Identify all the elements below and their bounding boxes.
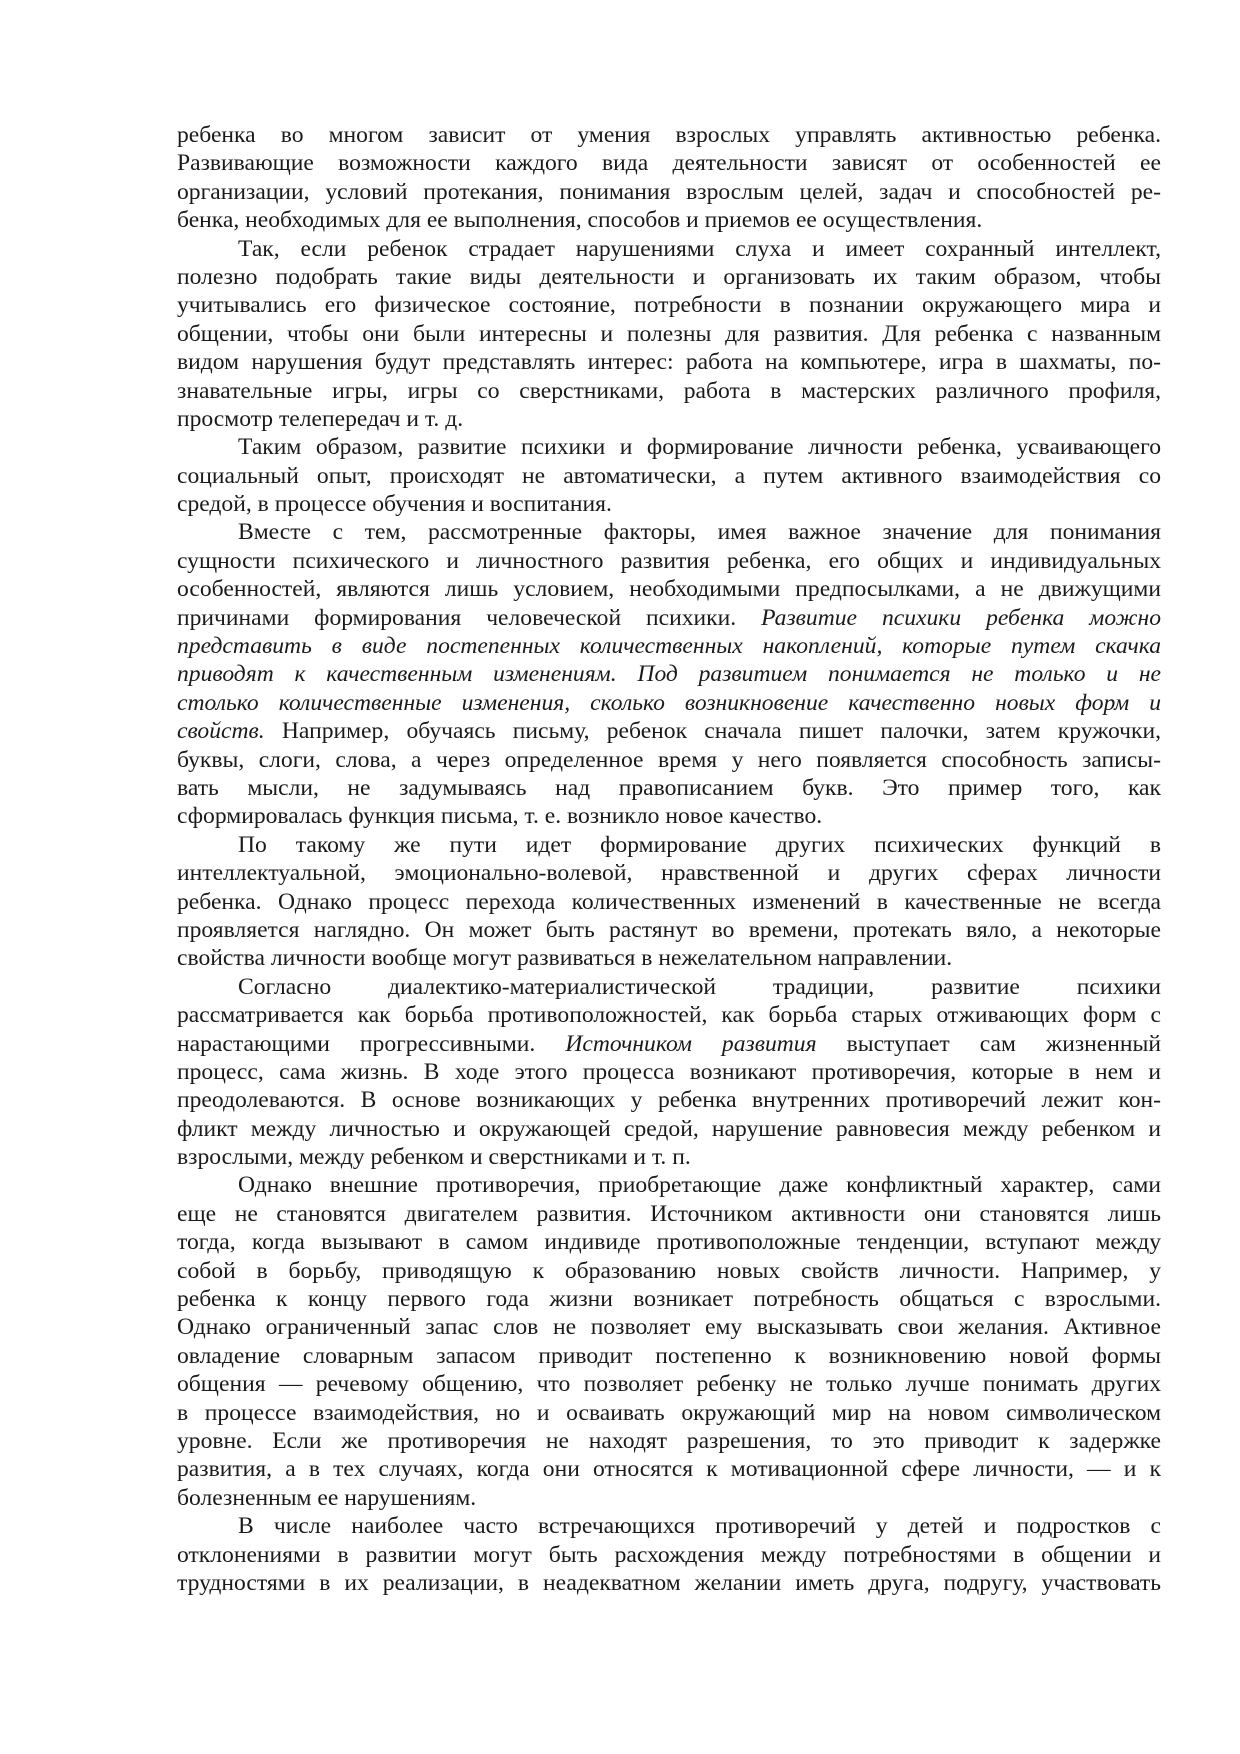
text-line	[177, 1455, 1161, 1483]
text: По такому же пути идет формирование других психических функций в	[238, 831, 1161, 858]
text-line	[177, 547, 1161, 575]
text: общения — речевому общению, что позволяет ребенку не только лучше понимать других	[177, 1371, 1161, 1398]
text: буквы, слоги, слова, а через определенное время у него появляется способность записы-	[177, 746, 1161, 773]
text-line	[177, 660, 1161, 688]
text: ребенка. Однако процесс перехода количественных изменений в качественные не всегда	[177, 888, 1161, 915]
text-line	[177, 802, 1161, 830]
text: сущности психического и личностного развития ребенка, его общих и индивидуальных	[177, 547, 1161, 574]
text: Развивающие возможности каждого вида деятельности зависят от особенностей ее	[177, 150, 1161, 177]
text: причинами формирования человеческой психики.	[177, 604, 762, 631]
paragraph	[177, 973, 1161, 1172]
text: ребенка во многом зависит от умения взрослых управлять активностью ребенка.	[177, 122, 1161, 148]
text: выступает сам жизненный	[816, 1030, 1162, 1057]
text-line	[177, 1030, 1161, 1058]
text-line	[177, 604, 1161, 632]
text-line	[177, 149, 1161, 177]
text: организации, условий протекания, понимания взрослым целей, задач и способностей ре-	[177, 178, 1161, 205]
text: Однако внешние противоречия, приобретающие даже конфликтный характер, сами	[238, 1172, 1161, 1199]
paragraph	[177, 121, 1161, 235]
italic-text: Источником развития	[565, 1030, 817, 1057]
text: фликт между личностью и окружающей средой, нарушение равновесия между ребенком и	[177, 1115, 1161, 1142]
text-line	[177, 1569, 1161, 1597]
text-line	[177, 1257, 1161, 1285]
text: еще не становятся двигателем развития. Источником активности они становятся лишь	[177, 1200, 1161, 1227]
text: Вместе с тем, рассмотренные факторы, имея важное значение для понимания	[238, 519, 1161, 546]
text-line	[177, 518, 1161, 546]
text-line	[177, 717, 1161, 745]
text: просмотр телепередач и т. д.	[177, 405, 464, 432]
text: особенностей, являются лишь условием, необходимыми предпосылками, а не движущими	[177, 576, 1161, 603]
text-line	[177, 1058, 1161, 1086]
text-line	[177, 632, 1161, 660]
text-line	[177, 1115, 1161, 1143]
text: видом нарушения будут представлять интерес: работа на компьютере, игра в шахматы, по-	[177, 349, 1161, 376]
text: бенка, необходимых для ее выполнения, способов и приемов ее осуществления.	[177, 207, 983, 234]
text: вать мысли, не задумываясь над правописанием букв. Это пример того, как	[177, 774, 1161, 801]
italic-text: столько количественные изменения, сколько возникновение качественно новых форм и	[177, 689, 1161, 716]
text: учитывались его физическое состояние, потребности в познании окружающего мира и	[177, 292, 1161, 319]
text: Таким образом, развитие психики и формирование личности ребенка, усваивающего	[238, 434, 1161, 461]
paragraph	[177, 433, 1161, 518]
text: проявляется наглядно. Он может быть растянут во времени, протекать вяло, а некоторые	[177, 916, 1161, 943]
text-line	[177, 1285, 1161, 1313]
text-line	[177, 1171, 1161, 1199]
text-line	[177, 1512, 1161, 1540]
text: взрослыми, между ребенком и сверстниками и т. п.	[177, 1144, 691, 1171]
text-line	[177, 433, 1161, 461]
text: преодолеваются. В основе возникающих у ребенка внутренних противоречий лежит кон-	[177, 1087, 1161, 1114]
paragraph	[177, 518, 1161, 830]
paragraph	[177, 235, 1161, 434]
text-line	[177, 121, 1161, 149]
text: свойства личности вообще могут развиваться в нежелательном направлении.	[177, 945, 953, 972]
text: рассматривается как борьба противоположностей, как борьба старых отживающих форм с	[177, 1002, 1161, 1029]
text-line	[177, 1484, 1161, 1512]
text: развития, а в тех случаях, когда они относятся к мотивационной сфере личности, — и к	[177, 1456, 1161, 1483]
text-line	[177, 206, 1161, 234]
italic-text: представить в виде постепенных количественных накоплений, которые путем скачка	[177, 633, 1161, 660]
text-line	[177, 178, 1161, 206]
text-line	[177, 1313, 1161, 1341]
text: собой в борьбу, приводящую к образованию новых свойств личности. Например, у	[177, 1257, 1161, 1284]
text-line	[177, 348, 1161, 376]
italic-text: Развитие психики ребенка можно	[761, 604, 1162, 631]
text: Однако ограниченный запас слов не позволяет ему высказывать свои желания. Активное	[177, 1314, 1161, 1341]
text: трудностями в их реализации, в неадекватном желании иметь друга, подругу, участвовать	[177, 1569, 1161, 1596]
text: интеллектуальной, эмоционально-волевой, нравственной и других сферах личности	[177, 860, 1161, 887]
text-line	[177, 1086, 1161, 1114]
text-line	[177, 263, 1161, 291]
text-line	[177, 746, 1161, 774]
text: нарастающими прогрессивными.	[177, 1030, 566, 1057]
text: сформировалась функция письма, т. е. возникло новое качество.	[177, 803, 823, 830]
text: Так, если ребенок страдает нарушениями слуха и имеет сохранный интеллект,	[238, 235, 1161, 262]
text-line	[177, 888, 1161, 916]
text-line	[177, 1228, 1161, 1256]
text: В числе наиболее часто встречающихся противоречий у детей и подростков с	[238, 1513, 1161, 1540]
text: средой, в процессе обучения и воспитания.	[177, 491, 612, 518]
text-line	[177, 235, 1161, 263]
text: в процессе взаимодействия, но и осваивать окружающий мир на новом символическом	[177, 1399, 1161, 1426]
text-line	[177, 1001, 1161, 1029]
text-line	[177, 575, 1161, 603]
text-line	[177, 973, 1161, 1001]
text-line	[177, 689, 1161, 717]
text: отклонениями в развитии могут быть расхождения между потребностями в общении и	[177, 1541, 1161, 1568]
text-line	[177, 944, 1161, 972]
text: болезненным ее нарушениям.	[177, 1484, 477, 1511]
paragraph	[177, 831, 1161, 973]
italic-text: свойств.	[177, 718, 265, 745]
text: овладение словарным запасом приводит постепенно к возникновению новой формы	[177, 1342, 1161, 1369]
text-line	[177, 1399, 1161, 1427]
text-line	[177, 1541, 1161, 1569]
text-line	[177, 916, 1161, 944]
text: тогда, когда вызывают в самом индивиде противоположные тенденции, вступают между	[177, 1229, 1161, 1256]
text-line	[177, 291, 1161, 319]
text: ребенка к концу первого года жизни возникает потребность общаться с взрослыми.	[177, 1286, 1161, 1313]
text-line	[177, 1427, 1161, 1455]
text-line	[177, 462, 1161, 490]
text-line	[177, 1370, 1161, 1398]
text: знавательные игры, игры со сверстниками, работа в мастерских различного профиля,	[177, 377, 1161, 404]
text-line	[177, 859, 1161, 887]
text-line	[177, 1143, 1161, 1171]
text: Например, обучаясь письму, ребенок сначала пишет палочки, затем кружочки,	[264, 718, 1161, 745]
text-line	[177, 405, 1161, 433]
text-line	[177, 377, 1161, 405]
text: полезно подобрать такие виды деятельности и организовать их таким образом, чтобы	[177, 263, 1161, 290]
document-page	[177, 121, 1161, 1597]
text-line	[177, 1342, 1161, 1370]
text-line	[177, 774, 1161, 802]
text-line	[177, 320, 1161, 348]
text: социальный опыт, происходят не автоматически, а путем активного взаимодействия со	[177, 462, 1161, 489]
text-line	[177, 1200, 1161, 1228]
text: Согласно диалектико-материалистической традиции, развитие психики	[238, 973, 1161, 1000]
text-line	[177, 831, 1161, 859]
paragraph	[177, 1512, 1161, 1597]
text-line	[177, 490, 1161, 518]
italic-text: приводят к качественным изменениям. Под развитием понимается не только и не	[177, 661, 1161, 688]
text: общении, чтобы они были интересны и полезны для развития. Для ребенка с названным	[177, 320, 1161, 347]
text: процесс, сама жизнь. В ходе этого процесса возникают противоречия, которые в нем и	[177, 1058, 1161, 1085]
text: уровне. Если же противоречия не находят разрешения, то это приводит к задержке	[177, 1427, 1161, 1454]
paragraph	[177, 1171, 1161, 1512]
